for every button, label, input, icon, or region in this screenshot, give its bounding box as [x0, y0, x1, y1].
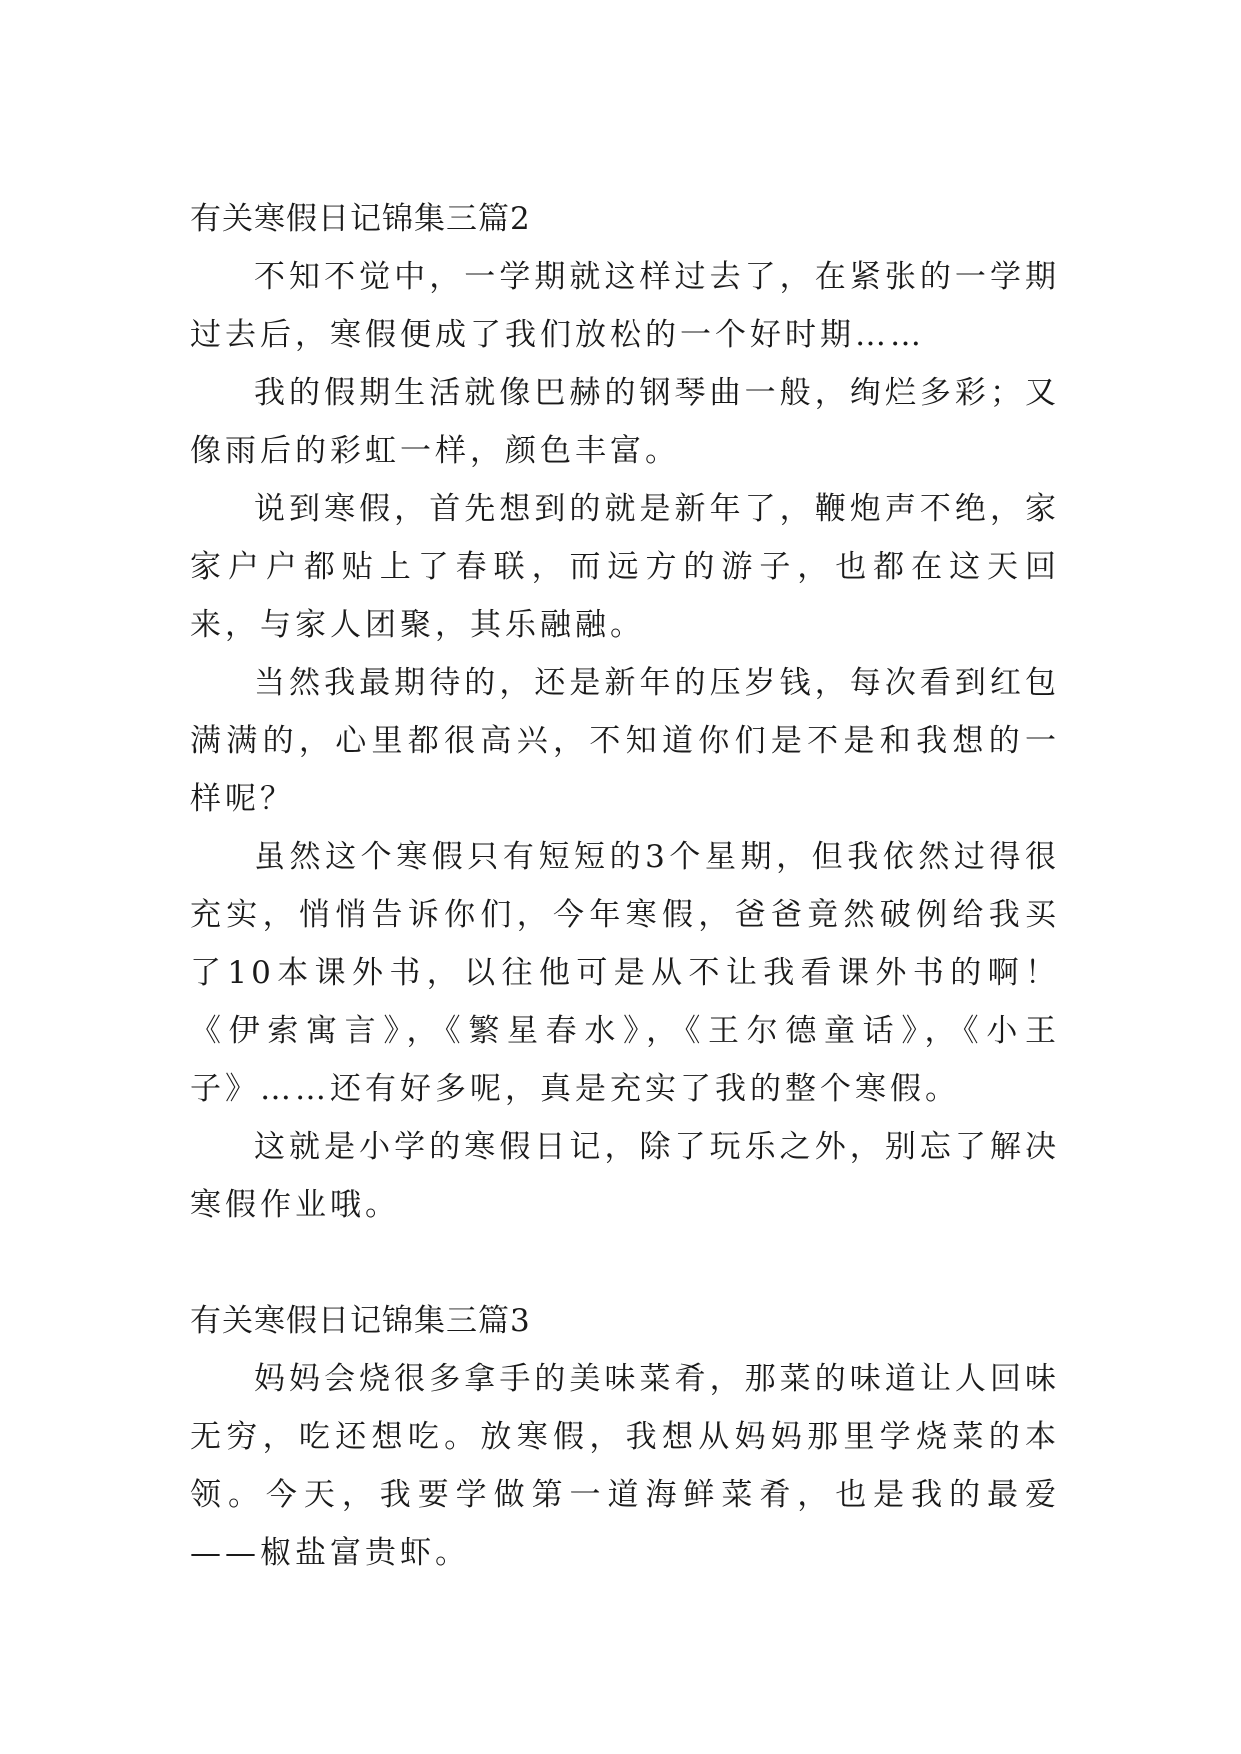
paragraph: 我的假期生活就像巴赫的钢琴曲一般，绚烂多彩；又像雨后的彩虹一样，颜色丰富。 [190, 375, 1060, 469]
section-spacer [190, 1234, 1060, 1292]
paragraph: 不知不觉中，一学期就这样过去了，在紧张的一学期过去后，寒假便成了我们放松的一个好时期…… [190, 259, 1060, 353]
paragraph: 这就是小学的寒假日记，除了玩乐之外，别忘了解决寒假作业哦。 [190, 1129, 1060, 1223]
paragraph: 当然我最期待的，还是新年的压岁钱，每次看到红包满满的，心里都很高兴，不知道你们是不是和我想的一样呢？ [190, 665, 1060, 817]
paragraph: 虽然这个寒假只有短短的3个星期，但我依然过得很充实，悄悄告诉你们，今年寒假，爸爸竟然破例给我买了10本课外书，以往他可是从不让我看课外书的啊！《伊索寓言》，《繁星春水》，《王尔德童话》，《小王子》……还有好多呢，真是充实了我的整个寒假。 [190, 839, 1060, 1107]
document-page [190, 190, 1060, 1582]
paragraph: 说到寒假，首先想到的就是新年了，鞭炮声不绝，家家户户都贴上了春联，而远方的游子，也都在这天回来，与家人团聚，其乐融融。 [190, 491, 1060, 643]
section-heading: 有关寒假日记锦集三篇2 [190, 201, 531, 237]
section-heading: 有关寒假日记锦集三篇3 [190, 1303, 531, 1339]
paragraph: 妈妈会烧很多拿手的美味菜肴，那菜的味道让人回味无穷，吃还想吃。放寒假，我想从妈妈那里学烧菜的本领。今天，我要学做第一道海鲜菜肴，也是我的最爱——椒盐富贵虾。 [190, 1361, 1060, 1571]
